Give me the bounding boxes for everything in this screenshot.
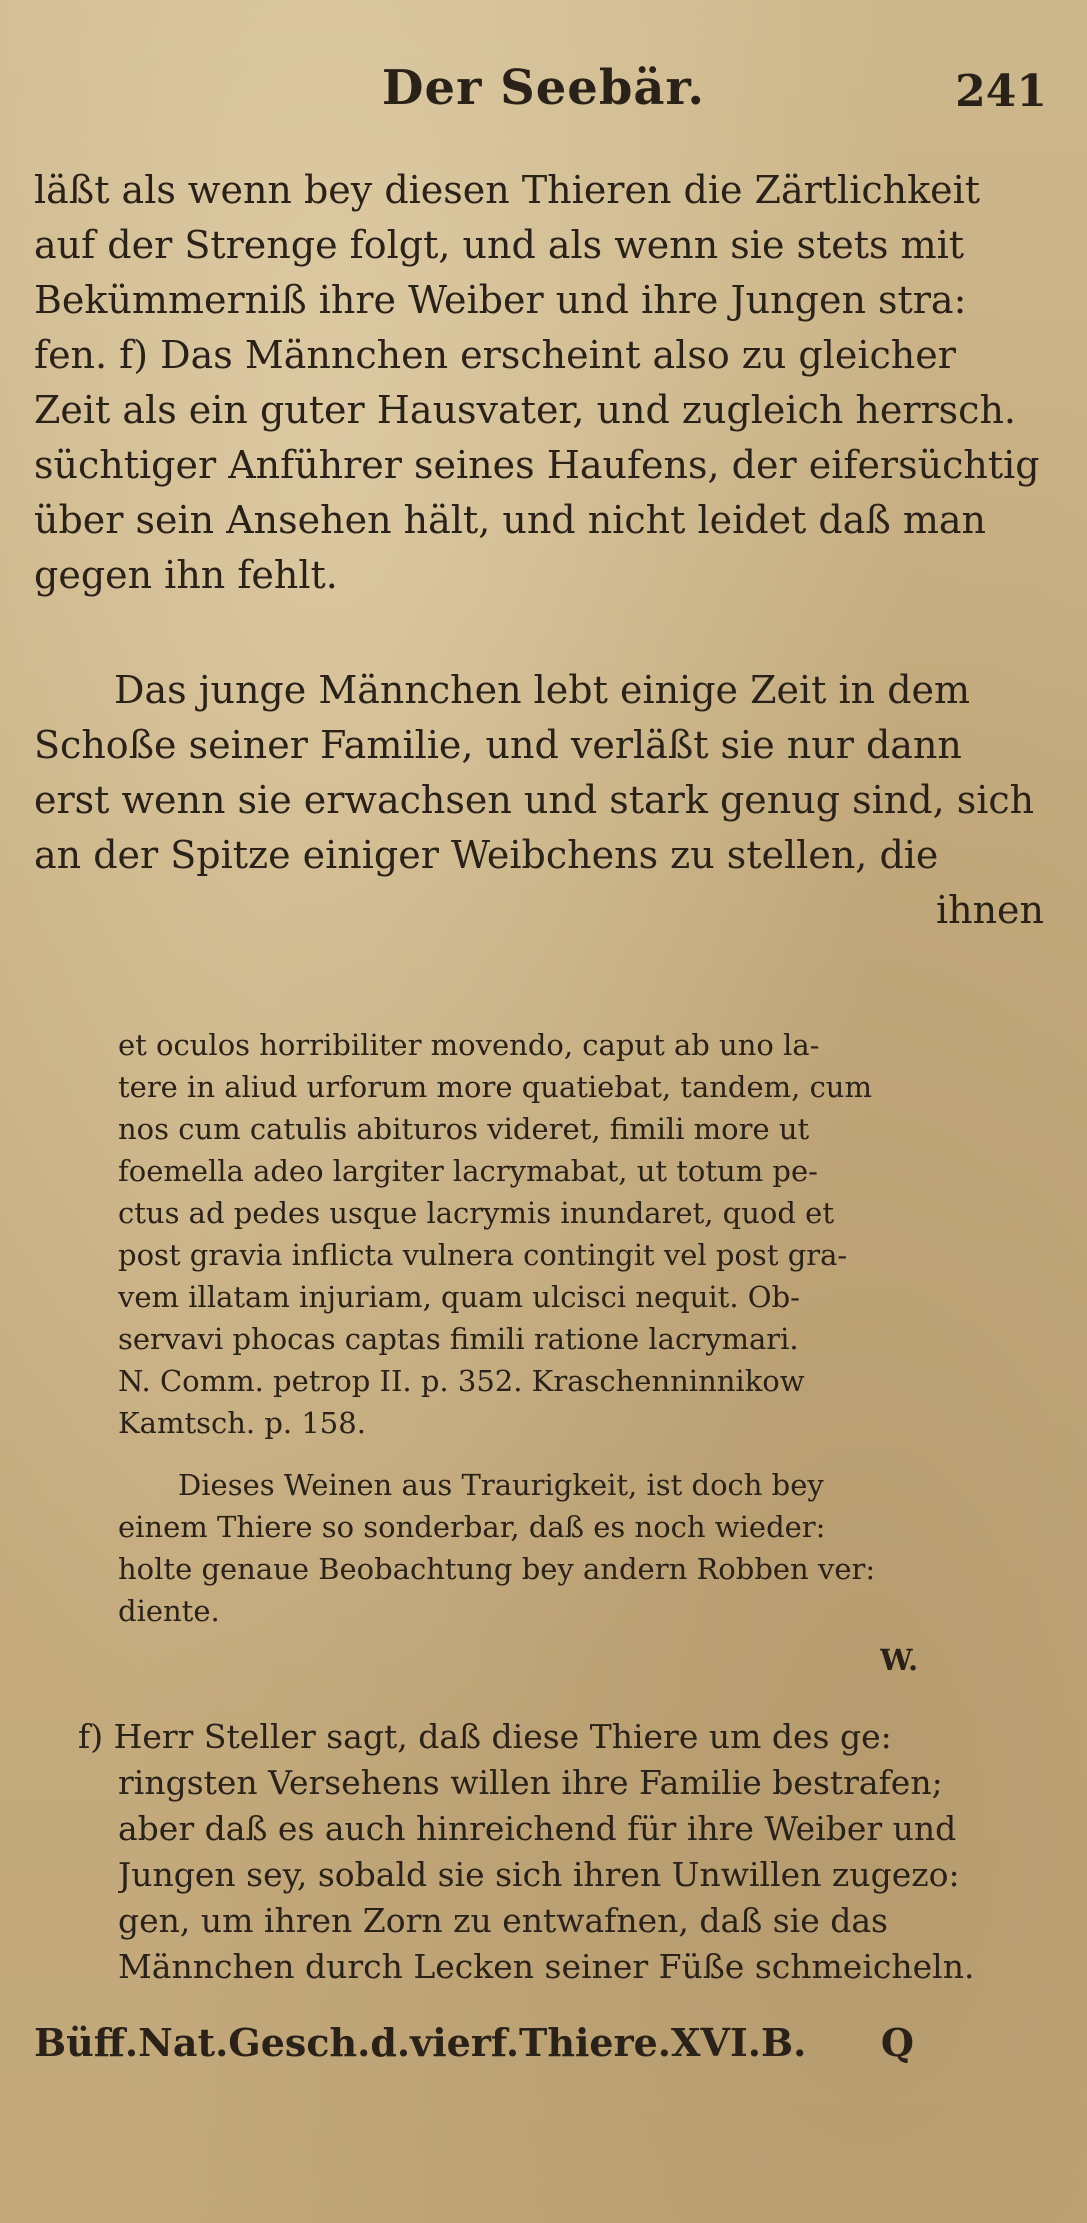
note-line: foemella adeo largiter lacrymabat, ut totum pe- (118, 1154, 818, 1188)
text-line: erst wenn sie erwachsen und stark genug sind, sich (34, 778, 1035, 822)
footnote-line: Jungen sey, sobald sie sich ihren Unwillen zugezo: (118, 1855, 960, 1894)
note-line: nos cum catulis abituros videret, fimili more ut (118, 1112, 810, 1146)
text-line: an der Spitze einiger Weibchens zu stellen, die (34, 833, 939, 877)
text-line: Zeit als ein guter Hausvater, und zugleich herrsch. (34, 388, 1017, 432)
footnote-line: ringsten Versehens willen ihre Familie bestrafen; (118, 1763, 943, 1802)
text-line: auf der Strenge folgt, und als wenn sie stets mit (34, 223, 965, 267)
text-line: fen. f) Das Männchen erscheint also zu gleicher (34, 333, 956, 377)
text-line: läßt als wenn bey diesen Thieren die Zärtlichkeit (34, 168, 981, 212)
text-line: Schoße seiner Familie, und verläßt sie nur dann (34, 723, 962, 767)
note-line: diente. (118, 1594, 220, 1628)
signature-text: Büff.Nat.Gesch.d.vierf.Thiere.XVI.B. (34, 2020, 807, 2065)
running-title: Der Seebär. (381, 60, 706, 116)
text-line: Bekümmerniß ihre Weiber und ihre Jungen stra: (34, 278, 967, 322)
signature-line (34, 2020, 1044, 2065)
signature-mark: Q (880, 2020, 914, 2065)
text-line: über sein Ansehen hält, und nicht leidet daß man (34, 498, 987, 542)
catchword: ihnen (935, 888, 1044, 932)
footnote-line: f) Herr Steller sagt, daß diese Thiere um des ge: (78, 1717, 892, 1756)
note-sign: W. (880, 1643, 919, 1677)
note-line: ctus ad pedes usque lacrymis inundaret, quod et (118, 1196, 834, 1230)
note-line: tere in aliud urforum more quatiebat, tandem, cum (118, 1070, 872, 1104)
text-line: Das junge Männchen lebt einige Zeit in dem (114, 668, 971, 712)
note-line: einem Thiere so sonderbar, daß es noch wieder: (118, 1510, 826, 1544)
note-line: post gravia inflicta vulnera contingit vel post gra- (118, 1238, 848, 1272)
footnote-line: Männchen durch Lecken seiner Füße schmeicheln. (118, 1947, 975, 1986)
note-line: et oculos horribiliter movendo, caput ab uno la- (118, 1028, 820, 1062)
note-line: N. Comm. petrop II. p. 352. Kraschenninnikow (118, 1364, 805, 1398)
page-number: 241 (955, 66, 1047, 117)
text-line: gegen ihn fehlt. (34, 553, 338, 597)
note-line: vem illatam injuriam, quam ulcisci nequit. Ob- (118, 1280, 800, 1314)
note-line: holte genaue Beobachtung bey andern Robben ver: (118, 1552, 876, 1586)
footnote-line: gen, um ihren Zorn zu entwafnen, daß sie das (118, 1901, 888, 1940)
footnote-line: aber daß es auch hinreichend für ihre Weiber und (118, 1809, 957, 1848)
note-line: Kamtsch. p. 158. (118, 1406, 366, 1440)
page-header (0, 60, 1087, 120)
note-line: servavi phocas captas fimili ratione lacrymari. (118, 1322, 799, 1356)
note-line: Dieses Weinen aus Traurigkeit, ist doch bey (178, 1468, 824, 1502)
text-line: süchtiger Anführer seines Haufens, der eifersüchtig (34, 443, 1040, 487)
